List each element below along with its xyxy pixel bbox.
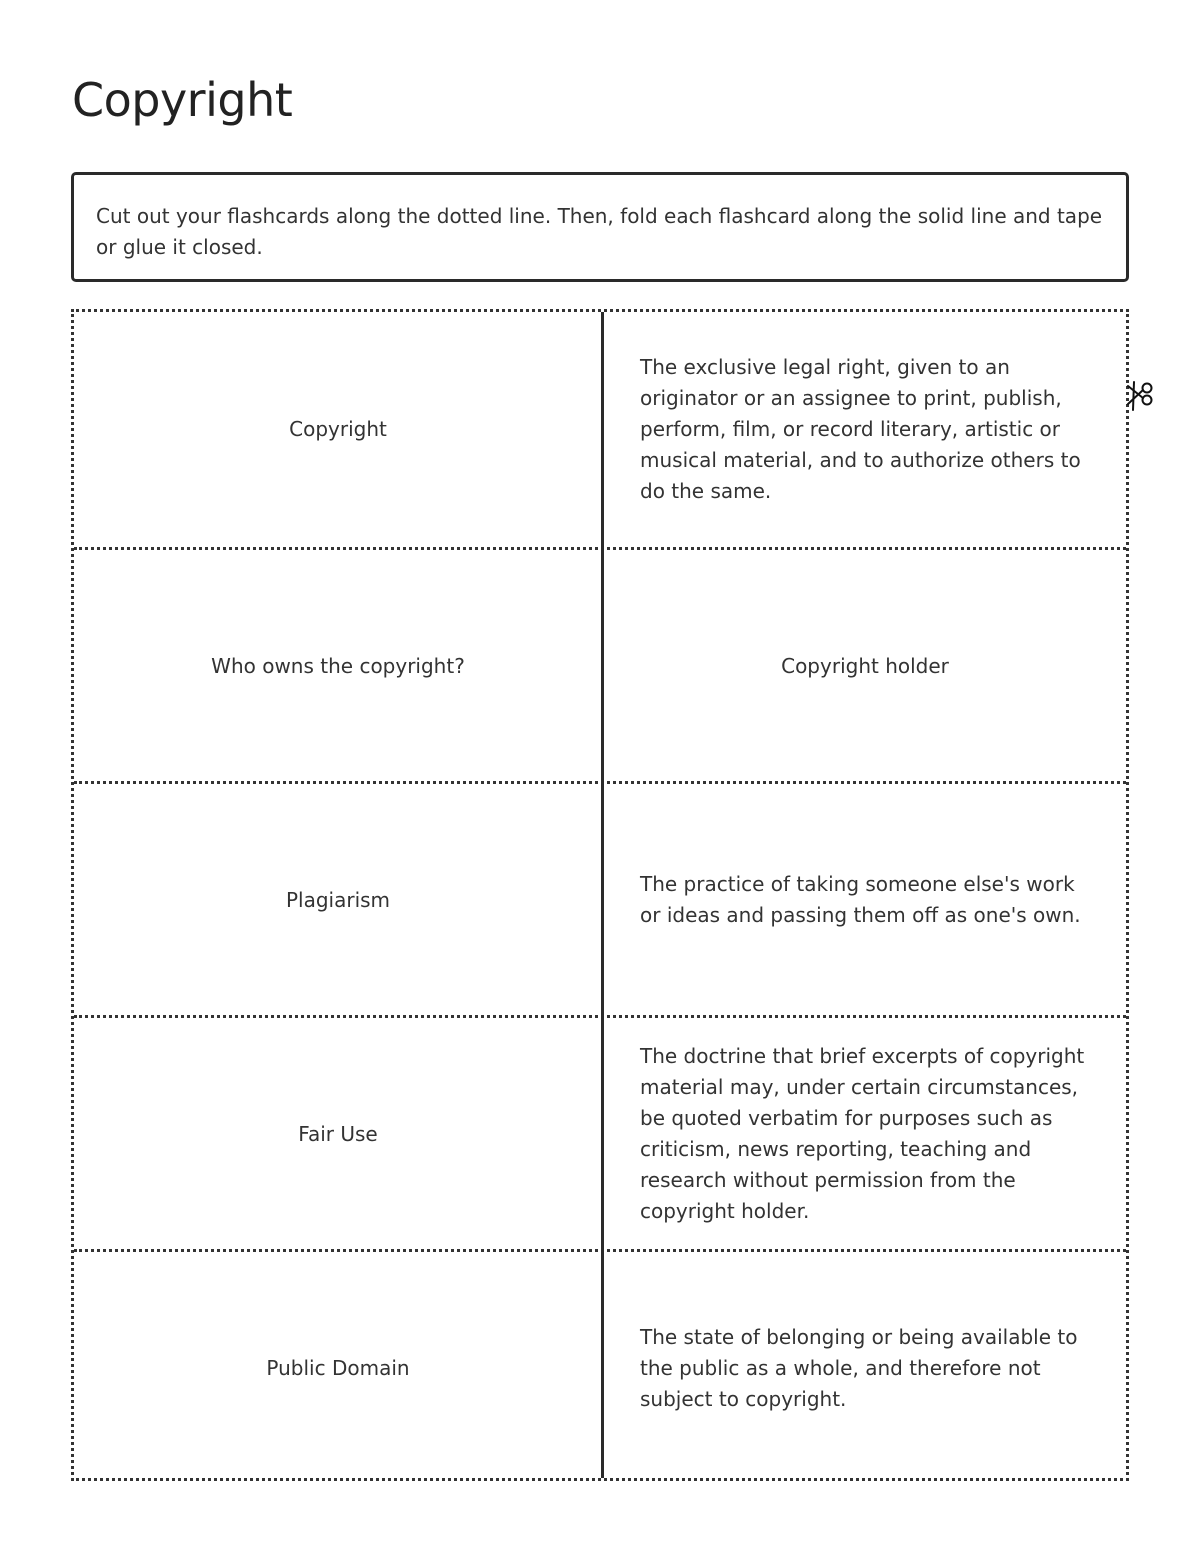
instructions-text: Cut out your flashcards along the dotted line. Then, fold each flashcard along the solid line and tape or glue it closed. (96, 204, 1103, 259)
flashcard-front: Fair Use (298, 1121, 378, 1146)
instructions-box (71, 172, 1129, 282)
flashcard-front: Copyright (289, 417, 387, 441)
flashcard-back: The exclusive legal right, given to an originator or an assignee to print, publish, perform, film, or record literary, artistic or musical material, and to authorize others to do the same. (640, 355, 1081, 503)
flashcard (74, 312, 1126, 547)
flashcard-back: The practice of taking someone else's work or ideas and passing them off as one's own. (640, 872, 1081, 927)
flashcard (74, 1015, 1126, 1250)
flashcard-front: Public Domain (266, 1355, 410, 1380)
page-title: Copyright (72, 73, 293, 127)
scissors-icon (1124, 378, 1158, 414)
flashcard (74, 1249, 1126, 1484)
flashcard (74, 547, 1126, 782)
flashcard-back: The state of belonging or being available to the public as a whole, and therefore not subject to copyright. (640, 1324, 1078, 1411)
flashcard (74, 781, 1126, 1016)
flashcard-back: The doctrine that brief excerpts of copyright material may, under certain circumstances, be quoted verbatim for purposes such as criticism, news reporting, teaching and research without permission from the copyright holder. (640, 1044, 1085, 1223)
flashcard-front: Who owns the copyright? (211, 653, 465, 678)
fold-line (601, 312, 604, 1478)
flashcard-back: Copyright holder (781, 653, 949, 678)
flashcard-front: Plagiarism (285, 887, 391, 912)
flashcard-sheet (71, 309, 1129, 1481)
